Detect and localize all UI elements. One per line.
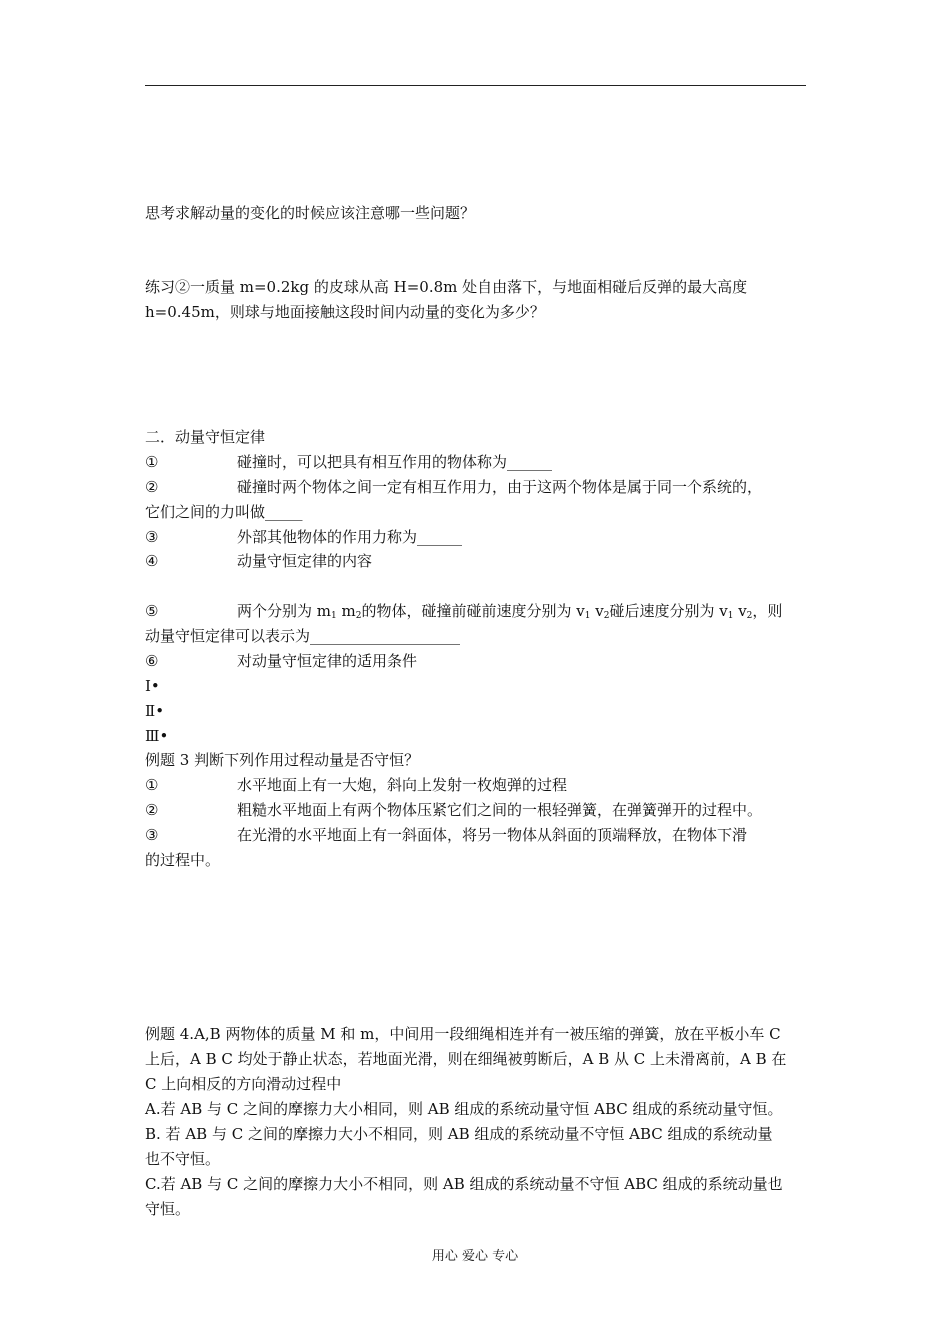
ex3-item2-marker: ② bbox=[145, 801, 159, 819]
example4-line1: 例题 4.A,B 两物体的质量 M 和 m，中间用一段细绳相连并有一被压缩的弹簧，放在平板小车 C bbox=[145, 1025, 781, 1043]
exercise2-line1: 练习②一质量 m=0.2kg 的皮球从高 H=0.8m 处自由落下，与地面相碰后反弹的最大高度 bbox=[145, 278, 748, 296]
item4-marker: ④ bbox=[145, 552, 159, 570]
ex3-item2-text: 粗糙水平地面上有两个物体压紧它们之间的一根轻弹簧，在弹簧弹开的过程中。 bbox=[237, 801, 763, 819]
example4-line2: 上后，A B C 均处于静止状态，若地面光滑，则在细绳被剪断后，A B 从 C 上未滑离前，A B 在 bbox=[145, 1050, 787, 1068]
condition-3: Ⅲ• bbox=[145, 727, 169, 745]
example3-title: 例题 3 判断下列作用过程动量是否守恒？ bbox=[145, 751, 420, 769]
page-footer: 用心 爱心 专心 bbox=[431, 1249, 519, 1264]
option-a: A.若 AB 与 C 之间的摩擦力大小相同，则 AB 组成的系统动量守恒 ABC 组成的系统动量守恒。 bbox=[145, 1100, 783, 1118]
ex3-item3-continuation: 的过程中。 bbox=[145, 851, 221, 869]
condition-2: Ⅱ• bbox=[145, 702, 165, 720]
option-b-line2: 也不守恒。 bbox=[145, 1150, 221, 1168]
section2-title: 二．动量守恒定律 bbox=[145, 428, 266, 446]
ex3-item1-text: 水平地面上有一大炮，斜向上发射一枚炮弹的过程 bbox=[237, 776, 568, 794]
item5-marker: ⑤ bbox=[145, 602, 159, 620]
item2-continuation: 它们之间的力叫做_____ bbox=[145, 503, 303, 521]
option-b-line1: B. 若 AB 与 C 之间的摩擦力大小不相同，则 AB 组成的系统动量不守恒 ABC 组成的系统动量 bbox=[145, 1125, 773, 1143]
header-rule bbox=[145, 85, 806, 86]
item3-text: 外部其他物体的作用力称为______ bbox=[237, 528, 463, 546]
condition-1: Ⅰ• bbox=[145, 677, 160, 695]
option-c-line2: 守恒。 bbox=[145, 1200, 191, 1218]
exercise2-line2: h=0.45m，则球与地面接触这段时间内动量的变化为多少？ bbox=[145, 303, 545, 321]
item1-text: 碰撞时，可以把具有相互作用的物体称为______ bbox=[237, 453, 553, 471]
option-c-line1: C.若 AB 与 C 之间的摩擦力大小不相同，则 AB 组成的系统动量不守恒 ABC 组成的系统动量也 bbox=[145, 1175, 783, 1193]
item2-marker: ② bbox=[145, 478, 159, 496]
item3-marker: ③ bbox=[145, 528, 159, 546]
item5-text: 两个分别为 $m_1$ $m_2$的物体，碰撞前碰前速度分别为 $v_1$ $v_2$碰后速度分别为 $v_1$ $v_2$，则 bbox=[237, 602, 783, 621]
item2-text: 碰撞时两个物体之间一定有相互作用力，由于这两个物体是属于同一个系统的， bbox=[237, 478, 763, 496]
ex3-item3-text: 在光滑的水平地面上有一斜面体，将另一物体从斜面的顶端释放，在物体下滑 bbox=[237, 826, 748, 844]
ex3-item1-marker: ① bbox=[145, 776, 159, 794]
think-question: 思考求解动量的变化的时候应该注意哪一些问题？ bbox=[145, 204, 476, 222]
item5-continuation: 动量守恒定律可以表示为____________________ bbox=[145, 627, 461, 645]
item6-marker: ⑥ bbox=[145, 652, 159, 670]
ex3-item3-marker: ③ bbox=[145, 826, 159, 844]
item6-text: 对动量守恒定律的适用条件 bbox=[237, 652, 418, 670]
item4-text: 动量守恒定律的内容 bbox=[237, 552, 373, 570]
item1-marker: ① bbox=[145, 453, 159, 471]
example4-line3: C 上向相反的方向滑动过程中 bbox=[145, 1075, 342, 1093]
